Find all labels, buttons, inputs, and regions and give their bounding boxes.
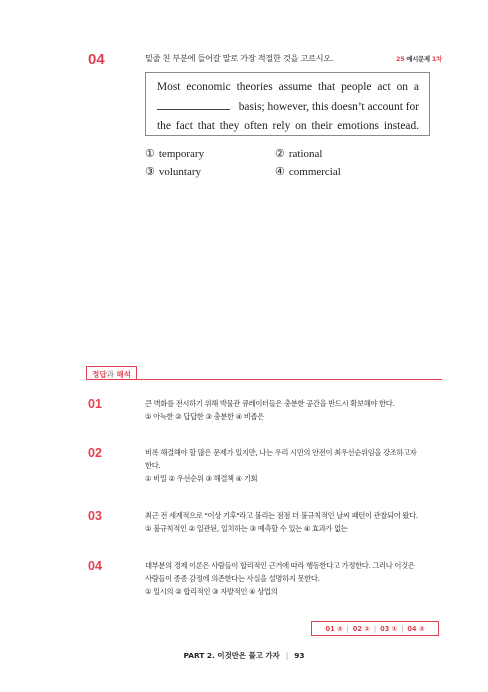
explanation-04-line-1: 대부분의 경제 이론은 사람들이 합리적인 근거에 따라 행동한다고 가정한다. 그러나 이것은 xyxy=(145,561,415,570)
question-number: 04 xyxy=(88,51,105,68)
page-number: 93 xyxy=(294,651,305,660)
answer-key-02-ans: ② xyxy=(364,624,370,633)
answer-key-01-ans: ③ xyxy=(336,624,343,633)
choice-1[interactable] xyxy=(145,145,275,163)
explanation-01-line-2: ① 아늑한 ② 답답한 ③ 충분한 ④ 비좁은 xyxy=(145,412,264,421)
answer-key-02-num: 02 xyxy=(352,624,362,633)
choice-4-mark: ④ xyxy=(275,166,285,178)
explanation-02-line-2: 한다. xyxy=(145,461,161,470)
explanation-02-line-3: ① 비밀 ② 우선순위 ③ 해결책 ④ 기회 xyxy=(145,474,258,483)
source-tag-number: 25 xyxy=(396,56,405,63)
answer-key-03-num: 03 xyxy=(380,624,390,633)
choice-list xyxy=(145,145,405,181)
source-tag-round: 1차 xyxy=(431,56,442,63)
answer-tab-label-c: 해석 xyxy=(116,370,132,379)
explanation-01-number: 01 xyxy=(88,397,102,411)
source-tag-text: 예시문제 xyxy=(404,56,432,63)
answer-key-03-ans: ① xyxy=(391,624,398,633)
explanation-03-body xyxy=(145,509,437,535)
explanation-02-number: 02 xyxy=(88,446,102,460)
answer-tab-label-b: 과 xyxy=(106,370,117,379)
explanation-01-body xyxy=(145,397,437,423)
passage-line-1: Most economic theories assume that people act on a xyxy=(157,81,419,93)
question-source-tag xyxy=(396,54,442,63)
answer-key-02 xyxy=(353,625,370,633)
answer-key-01 xyxy=(325,625,342,633)
answer-key-03 xyxy=(380,625,397,633)
answer-tab-label-a: 정답 xyxy=(92,370,107,379)
explanation-01-line-1: 큰 벽화를 전시하기 위해 박물관 큐레이터들은 충분한 공간을 반드시 확보해야 한다. xyxy=(145,399,395,408)
choice-2-text: rational xyxy=(288,148,323,160)
choice-3-text: voluntary xyxy=(158,166,202,178)
choice-1-mark: ① xyxy=(145,148,155,160)
passage-box xyxy=(145,72,430,136)
explanation-03-line-2: ① 불규칙적인 ② 일관된, 일치하는 ③ 예측할 수 있는 ④ 효과가 없는 xyxy=(145,524,348,533)
choice-3-mark: ③ xyxy=(145,166,155,178)
footer-separator: | xyxy=(285,651,289,660)
answer-section-tab xyxy=(86,366,137,380)
answer-key-04-num: 04 xyxy=(407,624,417,633)
explanation-04-line-2: 사람들이 종종 감정에 의존한다는 사실을 설명하지 못한다. xyxy=(145,574,320,583)
footer-part-title: PART 2. 이것만은 풀고 가자 xyxy=(183,651,280,660)
answer-key-box xyxy=(311,621,439,636)
explanation-04-body xyxy=(145,559,437,598)
choice-4-text: commercial xyxy=(288,166,341,178)
choice-1-text: temporary xyxy=(158,148,205,160)
explanation-02-body xyxy=(145,446,437,485)
answer-key-separator: | xyxy=(346,624,349,633)
explanation-04-number: 04 xyxy=(88,559,102,573)
explanation-03-line-1: 최근 전 세계적으로 "이상 기후"라고 불리는 점점 더 불규칙적인 날씨 패턴이 관찰되어 왔다. xyxy=(145,511,418,520)
answer-key-04-ans: ③ xyxy=(418,624,425,633)
choice-4[interactable] xyxy=(275,163,405,181)
passage-line-2-text: basis; however, this doesn’t account for xyxy=(238,100,419,113)
explanation-03-number: 03 xyxy=(88,509,102,523)
choice-2[interactable] xyxy=(275,145,405,163)
answer-key-04 xyxy=(407,625,424,633)
answer-section-divider xyxy=(86,379,442,380)
question-instruction: 밑줄 친 부분에 들어갈 말로 가장 적절한 것을 고르시오. xyxy=(145,53,334,63)
passage-line-3: the fact that they often rely on their emotions instead. xyxy=(157,120,419,133)
explanation-02-line-1: 비록 해결해야 할 많은 문제가 있지만, 나는 우리 시민의 안전이 최우선순위임을 강조하고자 xyxy=(145,448,417,457)
choice-3[interactable] xyxy=(145,163,275,181)
explanation-04-line-3: ① 일시의 ② 합리적인 ③ 자발적인 ④ 상업의 xyxy=(145,587,278,596)
passage-line-2 xyxy=(157,98,419,118)
answer-key-separator: | xyxy=(373,624,377,633)
answer-key-01-num: 01 xyxy=(325,624,335,633)
answer-key-separator: | xyxy=(401,624,404,633)
page-footer xyxy=(0,650,488,661)
choice-2-mark: ② xyxy=(275,148,285,160)
answer-blank xyxy=(157,98,230,110)
